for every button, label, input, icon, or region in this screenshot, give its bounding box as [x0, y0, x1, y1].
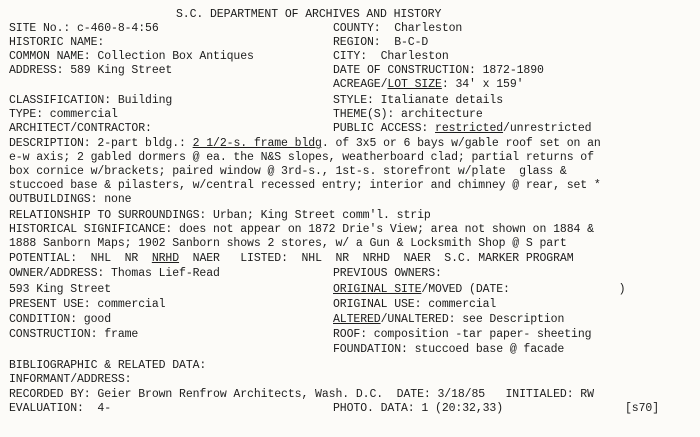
relationship-to-surroundings: RELATIONSHIP TO SURROUNDINGS: Urban; King Street comm'l. strip: [9, 209, 431, 222]
acreage-lot-size: [333, 78, 523, 91]
acreage-label: ACREAGE/: [333, 78, 388, 91]
style: STYLE: Italianate details: [333, 94, 504, 107]
present-use: PRESENT USE: commercial: [9, 298, 166, 311]
description-line: stuccoed base & pilasters, w/central recessed entry; interior and chimney @ rear, set *: [9, 179, 601, 192]
original-use: ORIGINAL USE: commercial: [333, 298, 497, 311]
public-access-selected: restricted: [435, 122, 504, 135]
themes: THEME(S): architecture: [333, 108, 483, 121]
unaltered-desc: /UNALTERED: see Description: [380, 313, 565, 326]
lot-size-selected: LOT SIZE: [387, 78, 442, 91]
potential-listed: [9, 252, 574, 265]
photo-data: PHOTO. DATA: 1 (20:32,33): [333, 402, 504, 415]
description-suffix: . of 3x5 or 6 bays w/gable roof set on an: [321, 137, 601, 150]
informant-address: INFORMANT/ADDRESS:: [9, 373, 132, 386]
card-code: [s70]: [625, 402, 660, 415]
owner-address: OWNER/ADDRESS: Thomas Lief-Read: [9, 267, 220, 280]
historical-significance: HISTORICAL SIGNIFICANCE: does not appear on 1872 Drie's View; area not shown on 1884 &: [9, 223, 594, 236]
altered-selected: ALTERED: [333, 313, 381, 326]
description-line: [9, 137, 601, 150]
description-prefix: DESCRIPTION: 2-part bldg.:: [9, 137, 193, 150]
potential-suffix: NAER LISTED: NHL NR NRHD NAER S.C. MARKER PROGRAM: [179, 252, 574, 265]
historic-name: HISTORIC NAME:: [9, 36, 105, 49]
condition: CONDITION: good: [9, 313, 112, 326]
description-line: e-w axis; 2 gabled dormers @ ea. the N&S slopes, weatherboard clad; partial returns of: [9, 151, 594, 164]
owner-street: 593 King Street: [9, 283, 112, 296]
city: CITY: Charleston: [333, 50, 449, 63]
type: TYPE: commercial: [9, 108, 118, 121]
original-site-moved: [333, 283, 625, 296]
bibliographic-data: BIBLIOGRAPHIC & RELATED DATA:: [9, 359, 207, 372]
architect-contractor: ARCHITECT/CONTRACTOR:: [9, 122, 152, 135]
description-line: box cornice w/brackets; paired window @ 3rd-s., 1st-s. storefront w/plate glass &: [9, 165, 567, 178]
public-access-label: PUBLIC ACCESS:: [333, 122, 436, 135]
construction: CONSTRUCTION: frame: [9, 328, 139, 341]
potential-prefix: POTENTIAL: NHL NR: [9, 252, 152, 265]
region: REGION: B-C-D: [333, 36, 429, 49]
site-number: SITE No.: c-460-8-4:56: [9, 22, 159, 35]
roof: ROOF: composition -tar paper- sheeting: [333, 328, 592, 341]
original-site-selected: ORIGINAL SITE: [333, 283, 422, 296]
date-of-construction: DATE OF CONSTRUCTION: 1872-1890: [333, 64, 544, 77]
evaluation: EVALUATION: 4-: [9, 402, 112, 415]
card-title: S.C. DEPARTMENT OF ARCHIVES AND HISTORY: [176, 8, 442, 21]
potential-selected: NRHD: [151, 252, 180, 265]
recorded-by: RECORDED BY: Geier Brown Renfrow Architects, Wash. D.C. DATE: 3/18/85 INITIALED: RW: [9, 388, 594, 401]
public-access: [333, 122, 591, 135]
county: COUNTY: Charleston: [333, 22, 463, 35]
public-access-other: /unrestricted: [503, 122, 592, 135]
foundation: FOUNDATION: stuccoed base @ facade: [333, 343, 565, 356]
moved-date: /MOVED (DATE: ): [421, 283, 626, 296]
outbuildings: OUTBUILDINGS: none: [9, 193, 132, 206]
previous-owners: PREVIOUS OWNERS:: [333, 267, 442, 280]
description-underlined: 2 1/2-s. frame bldg: [192, 137, 322, 150]
altered-unaltered: [333, 313, 564, 326]
lot-size-value: : 34' x 159': [441, 78, 524, 91]
classification: CLASSIFICATION: Building: [9, 94, 173, 107]
common-name: COMMON NAME: Collection Box Antiques: [9, 50, 254, 63]
historical-significance-cont: 1888 Sanborn Maps; 1902 Sanborn shows 2 stores, w/ a Gun & Locksmith Shop @ S part: [9, 237, 567, 250]
address: ADDRESS: 589 King Street: [9, 64, 173, 77]
